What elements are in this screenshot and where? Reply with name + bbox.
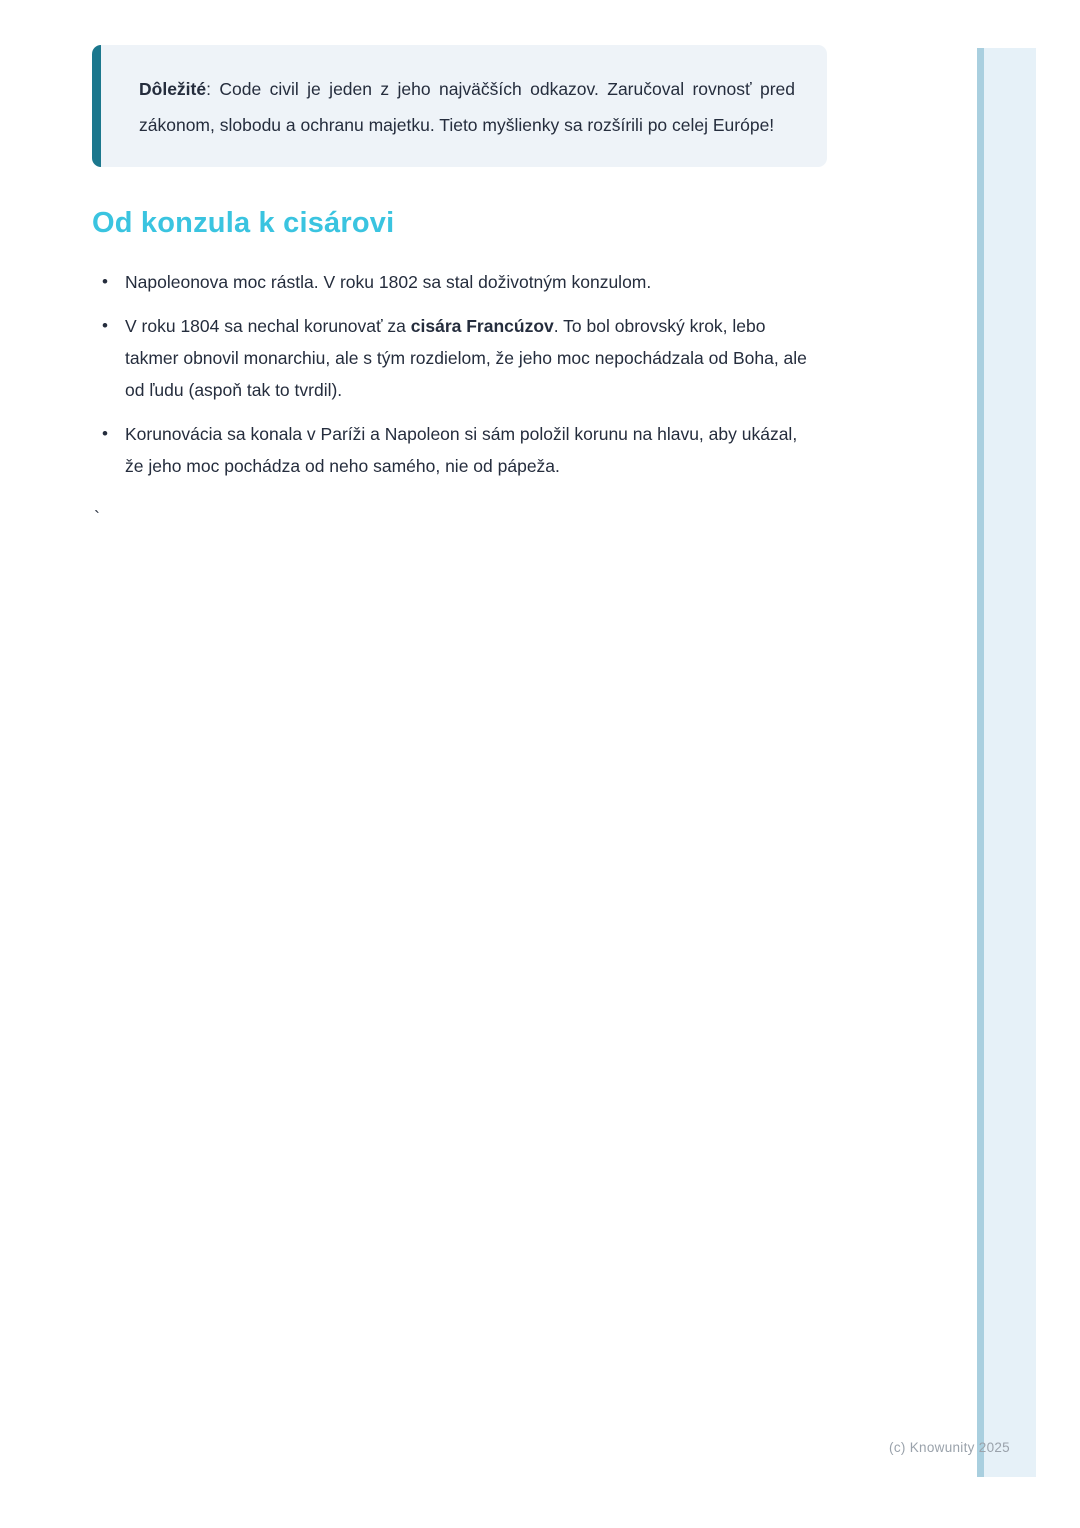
list-item-text: Korunovácia sa konala v Paríži a Napoleon si sám položil korunu na hlavu, aby ukázal, že jeho moc pochádza od neho samého, nie od pápeža. — [125, 424, 798, 476]
list-item-text: V roku 1804 sa nechal korunovať za — [125, 316, 411, 336]
list-item-text: Napoleonova moc rástla. V roku 1802 sa stal doživotným konzulom. — [125, 272, 652, 292]
right-margin-stripe — [977, 48, 1036, 1477]
list-item-text: . To bol obrovský krok, lebo takmer obnovil monarchiu, ale s tým rozdielom, že jeho moc nepochádzala od Boha, ale od ľudu (aspoň tak to tvrdil). — [125, 316, 807, 400]
bullet-icon: • — [102, 424, 108, 443]
bullet-list — [92, 266, 810, 482]
callout-text: : Code civil je jeden z jeho najväčších odkazov. Zaručoval rovnosť pred zákonom, slobodu a ochranu majetku. Tieto myšlienky sa rozšírili po celej Európe! — [139, 79, 795, 135]
bullet-icon: • — [102, 316, 108, 335]
callout-label: Dôležité — [139, 79, 207, 99]
important-callout — [92, 45, 827, 167]
list-item — [92, 266, 810, 298]
copyright-notice: (c) Knowunity 2025 — [889, 1440, 1010, 1455]
bullet-icon: • — [102, 272, 108, 291]
section-heading: Od konzula k cisárovi — [92, 207, 395, 239]
list-item — [92, 310, 810, 406]
list-item — [92, 418, 810, 482]
stray-backtick: ` — [94, 508, 100, 528]
list-item-bold-text: cisára Francúzov — [410, 316, 554, 336]
page-content — [92, 45, 827, 530]
